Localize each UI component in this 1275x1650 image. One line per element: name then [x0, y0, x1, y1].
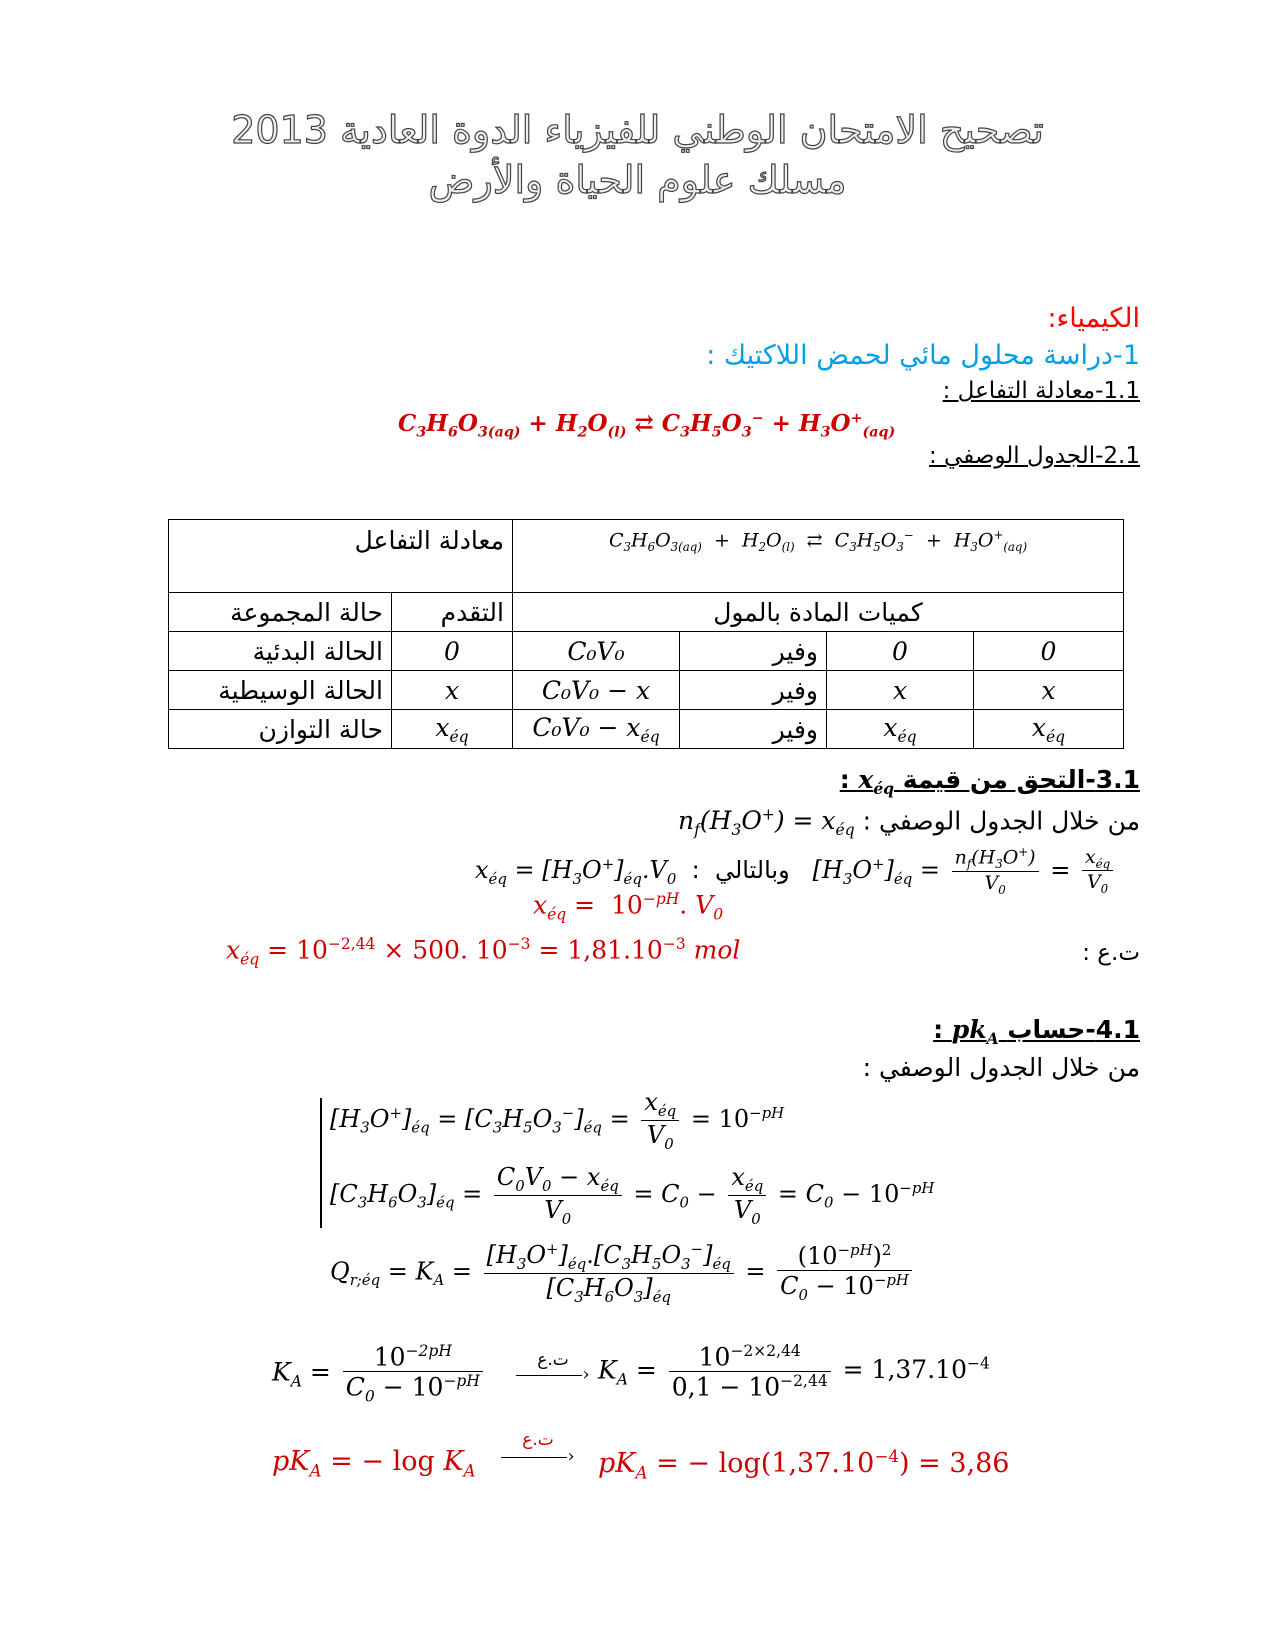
s31-heading: 3.1-التحق من قيمة $x_{éq}$ :: [839, 765, 1140, 798]
xeq-relation-line: $x_{éq} = [H_3O^+]_{éq}.V_0$ : وبالتالي $[H_3O^+]_{éq}$ = $\frac{n_f(H_3O^+)}{V_0}$ = $\frac{x_{éq}}{V_0}$: [475, 845, 1117, 897]
numeric-label: ت.ع :: [1082, 940, 1140, 966]
progress-header: التقدم: [392, 593, 513, 632]
h3o-concentration-eq: $[H_3O^+]_{éq} = [C_3H_5O_3^-]_{éq}$ = $\frac{x_{éq}}{V_0}$ = $10^{-pH}$: [330, 1088, 785, 1153]
ka-formula: $K_A$ = $\frac{10^{-2pH}}{C_0 - 10^{-pH}}$: [272, 1342, 487, 1406]
progress-table: [168, 519, 1124, 749]
table-row: حالة التوازن $x_{éq}$ $C_0V_0 - x_{éq}$ وفير $x_{éq}$ $x_{éq}$: [169, 710, 1124, 749]
reaction-equation: $C_3H_6O_{3(aq)} + H_2O_{(l)}$ ⇄ $C_3H_5O_3^- + H_3O^+_{(aq)}$: [398, 410, 896, 441]
nf-line: $n_f(H_3O^+) = x_{éq}$ من خلال الجدول الوصفي :: [678, 806, 1140, 840]
qr-ka-eq: $Q_{r;éq} = K_A$ = $\frac{[H_3O^+]_{éq}.[C_3H_5O_3^-]_{éq}}{[C_3H_6O_3]_{éq}}$ = $\frac{(10^{-pH})^2}{C_0 - 10^{-pH}}$: [330, 1240, 916, 1306]
system-bracket: [320, 1098, 322, 1228]
acid-concentration-eq: $[C_3H_6O_3]_{éq}$ = $\frac{C_0V_0 - x_{éq}}{V_0}$ = $C_0$ − $\frac{x_{éq}}{V_0}$ = $C_0 - 10^{-pH}$: [330, 1163, 935, 1228]
equation-label-cell: معادلة التفاعل: [169, 520, 513, 593]
part1-heading: 1-دراسة محلول مائي لحمض اللاكتيك :: [706, 340, 1140, 371]
page-title: تصحيح الامتحان الوطني للفيزياء الدوة العادية 2013: [231, 108, 1044, 152]
s21-heading: 2.1-الجدول الوصفي :: [929, 443, 1140, 469]
s41-heading: 4.1-حساب $pk_A$ :: [933, 1015, 1140, 1048]
table-row: الحالة الوسيطية x C₀V₀ − x وفير x x: [169, 671, 1124, 710]
pka-arrow: ت.ع ›: [493, 1430, 583, 1467]
s11-heading: 1.1-معادلة التفاعل :: [942, 378, 1140, 404]
pka-numeric: $pK_A$ = − $\log(1,37.10^{-4}) = 3,86$: [598, 1446, 1010, 1483]
state-header: حالة المجموعة: [169, 593, 392, 632]
chemistry-heading: الكيمياء:: [1047, 303, 1140, 334]
ka-arrow: ت.ع ›: [513, 1350, 593, 1385]
table-equation-cell: $C_3H_6O_{3(aq)} + H_2O_{(l)}$ ⇄ $C_3H_5O_3^- + H_3O^+_{(aq)}$: [513, 520, 1124, 593]
amount-header: كميات المادة بالمول: [513, 593, 1124, 632]
from-table-line: من خلال الجدول الوصفي :: [862, 1053, 1140, 1082]
ka-numeric: $K_A$ = $\frac{10^{-2\times 2,44}}{0,1 - 10^{-2,44}}$ = $1,37.10^{-4}$: [598, 1342, 990, 1402]
xeq-numeric: $x_{éq} = 10^{-2,44} \times 500$. $10^{-3} = 1,81.10^{-3}$ mol: [226, 935, 741, 969]
table-row: الحالة البدئية 0 C₀V₀ وفير 0 0: [169, 632, 1124, 671]
pka-formula: $pK_A$ = − $\log K_A$: [272, 1446, 476, 1481]
page-subtitle: مسلك علوم الحياة والأرض: [428, 158, 847, 202]
xeq-formula: $x_{éq} = 10^{-pH}$. $V_0$: [533, 890, 724, 924]
